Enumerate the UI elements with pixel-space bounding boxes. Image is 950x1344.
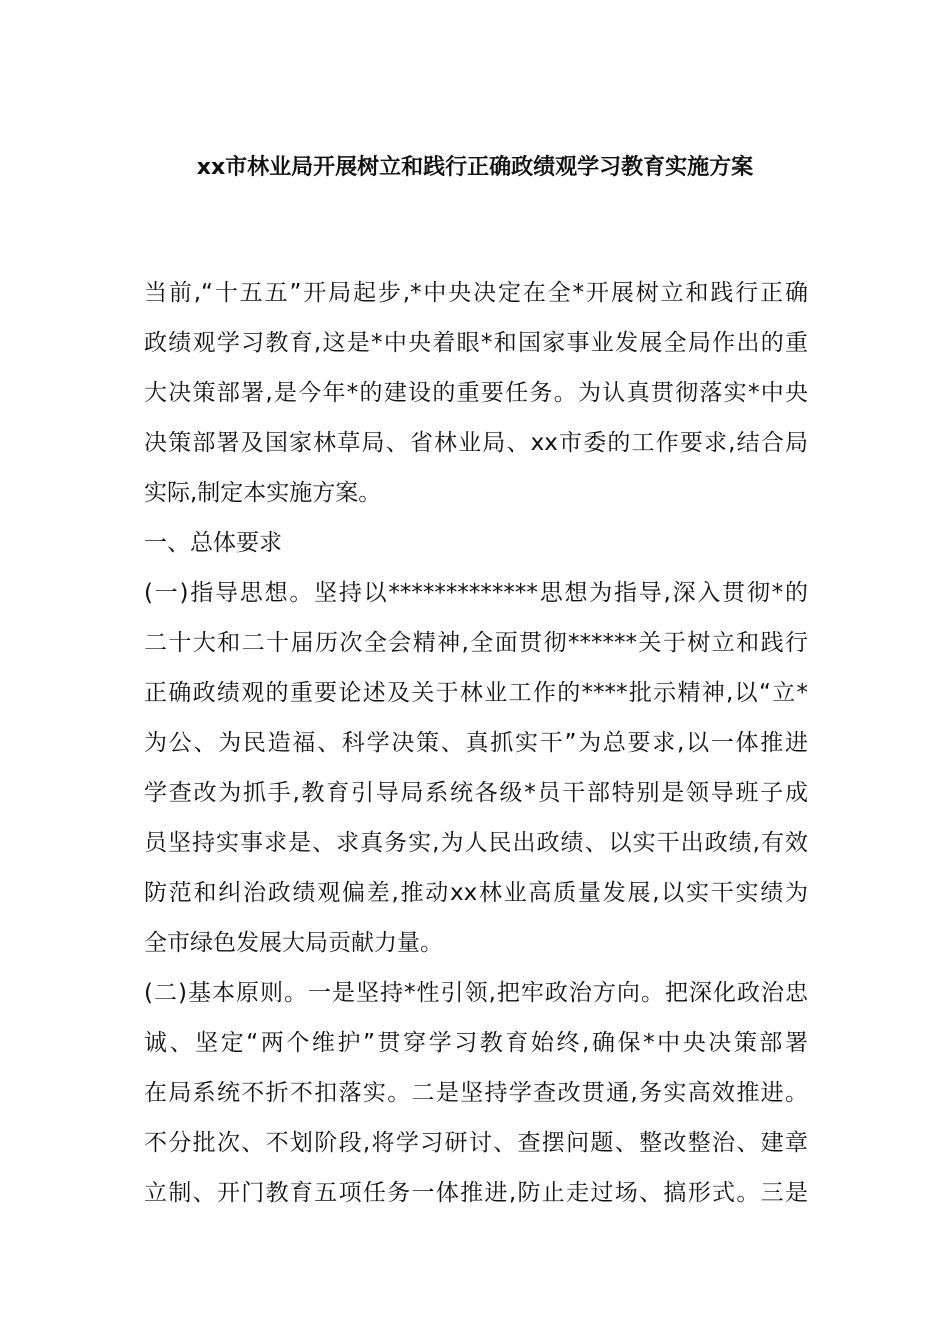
body-line: 防范和纠治政绩观偏差,推动xx林业高质量发展,以实干实绩为 bbox=[144, 880, 808, 906]
body-line: 政绩观学习教育,这是*中央着眼*和国家事业发展全局作出的重 bbox=[144, 330, 808, 356]
body-line: 立制、开门教育五项任务一体推进,防止走过场、搞形式。三是 bbox=[144, 1180, 808, 1206]
body-line: (一)指导思想。坚持以*************思想为指导,深入贯彻*的 bbox=[144, 580, 808, 606]
body-line: 二十大和二十届历次全会精神,全面贯彻******关于树立和践行 bbox=[144, 630, 808, 656]
body-line: 学查改为抓手,教育引导局系统各级*员干部特别是领导班子成 bbox=[144, 780, 808, 806]
body-line: 员坚持实事求是、求真务实,为人民出政绩、以实干出政绩,有效 bbox=[144, 830, 808, 856]
body-line: 大决策部署,是今年*的建设的重要任务。为认真贯彻落实*中央 bbox=[144, 380, 808, 406]
body-line: 不分批次、不划阶段,将学习研讨、查摆问题、整改整治、建章 bbox=[144, 1130, 808, 1156]
body-line: 在局系统不折不扣落实。二是坚持学查改贯通,务实高效推进。 bbox=[144, 1080, 808, 1106]
body-line: 正确政绩观的重要论述及关于林业工作的****批示精神,以“立* bbox=[144, 680, 808, 706]
body-line: 全市绿色发展大局贡献力量。 bbox=[144, 930, 443, 956]
body-line: 决策部署及国家林草局、省林业局、xx市委的工作要求,结合局 bbox=[144, 430, 808, 456]
body-line: 当前,“十五五”开局起步,*中央决定在全*开展树立和践行正确 bbox=[144, 280, 808, 306]
body-line: 诚、坚定“两个维护”贯穿学习教育始终,确保*中央决策部署 bbox=[144, 1030, 808, 1056]
body-line: 为公、为民造福、科学决策、真抓实干”为总要求,以一体推进 bbox=[144, 730, 808, 756]
body-line: 实际,制定本实施方案。 bbox=[144, 480, 382, 506]
document-title: xx市林业局开展树立和践行正确政绩观学习教育实施方案 bbox=[196, 155, 754, 180]
body-line: (二)基本原则。一是坚持*性引领,把牢政治方向。把深化政治忠 bbox=[144, 980, 808, 1006]
body-line: 一、总体要求 bbox=[144, 530, 282, 556]
document-body bbox=[144, 268, 808, 1218]
